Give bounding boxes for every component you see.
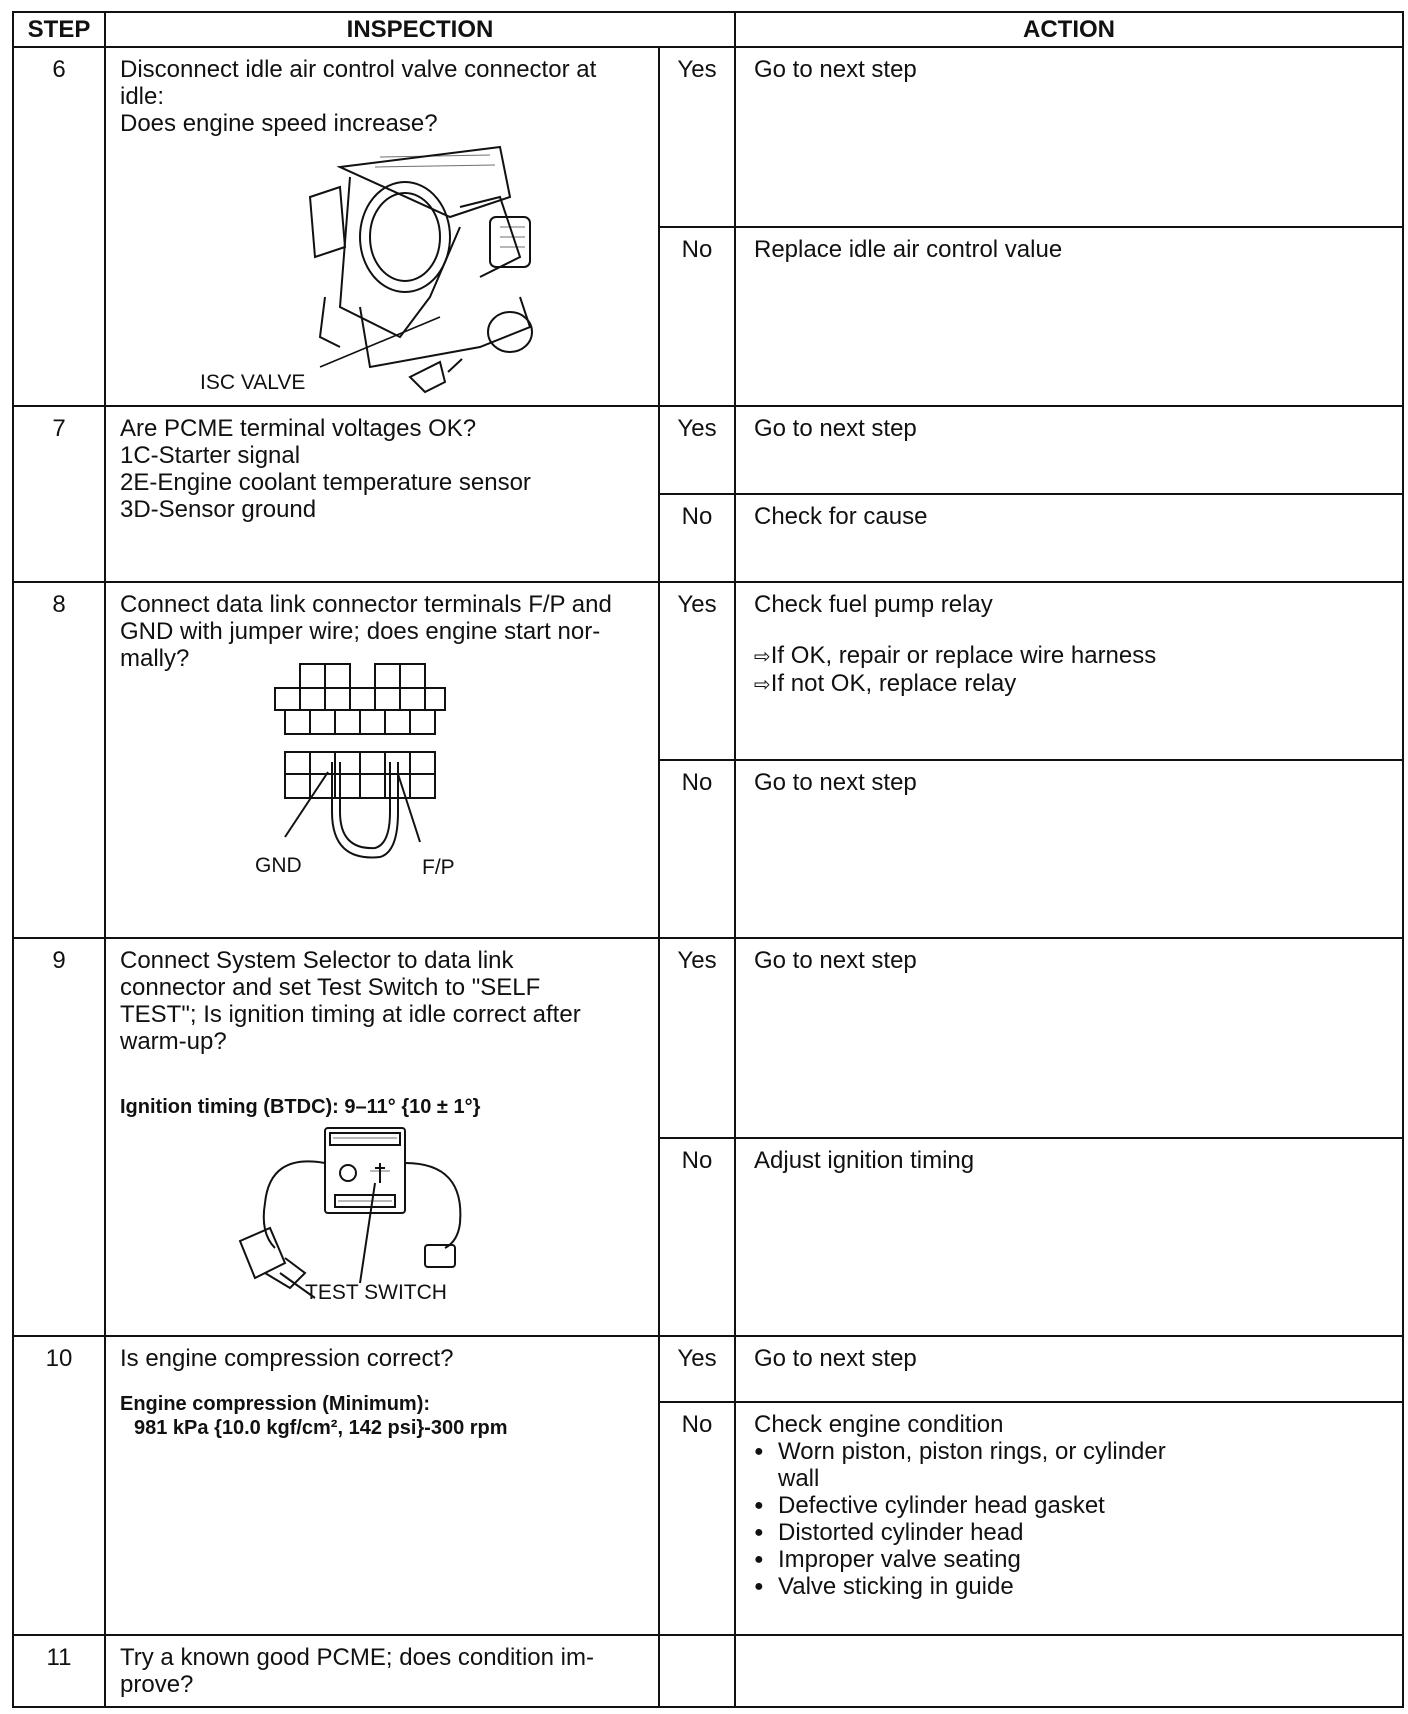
step-10-yes-row <box>13 1336 1403 1402</box>
step-7-yes-action: Go to next step <box>735 406 1403 494</box>
throttle-body-figure <box>120 137 640 397</box>
step-8-no-action: Go to next step <box>735 760 1403 938</box>
step-7-text-line: 2E-Engine coolant temperature sensor <box>120 469 531 496</box>
step-8-yes-sub <box>754 670 1390 698</box>
step-9-no-action: Adjust ignition timing <box>735 1138 1403 1336</box>
step-9-inspection <box>105 938 659 1336</box>
list-item: ● Defective cylinder head gasket <box>754 1492 1174 1519</box>
step-9-yes-row <box>13 938 1403 1138</box>
step-8-yes-sub-text: If OK, repair or replace wire harness <box>770 642 1157 669</box>
diagnostic-page <box>12 11 1402 1708</box>
list-item: ● Worn piston, piston rings, or cylinder wall <box>754 1438 1174 1492</box>
engine-condition-list <box>754 1438 1174 1600</box>
step-8-yes-sub-text: If not OK, replace relay <box>770 670 1017 697</box>
compression-spec-title: Engine compression (Minimum): <box>120 1393 431 1415</box>
step-7-no-action: Check for cause <box>735 494 1403 582</box>
step-11-inspection <box>105 1635 659 1707</box>
list-item: ● Valve sticking in guide <box>754 1573 1174 1600</box>
step-9-yes-action: Go to next step <box>735 938 1403 1138</box>
step-10-no: No <box>659 1402 735 1635</box>
diagnostic-table <box>12 11 1404 1708</box>
step-8-inspection <box>105 582 659 938</box>
step-6-yes: Yes <box>659 47 735 227</box>
step-10-yes: Yes <box>659 1336 735 1402</box>
step-6-yes-row <box>13 47 1403 227</box>
step-8-text-line: GND with jumper wire; does engine start nor- <box>120 618 601 645</box>
step-9-text-line: Connect System Selector to data link <box>120 947 514 974</box>
step-8-yes-row <box>13 582 1403 760</box>
step-6-yes-action: Go to next step <box>735 47 1403 227</box>
step-7-yes-row <box>13 406 1403 494</box>
step-9-number: 9 <box>13 938 105 1336</box>
step-6-inspection <box>105 47 659 406</box>
inspection-header: INSPECTION <box>105 12 735 47</box>
step-10-inspection <box>105 1336 659 1635</box>
step-11-number: 11 <box>13 1635 105 1707</box>
step-8-yes: Yes <box>659 582 735 760</box>
connector-jumper-illustration <box>270 662 490 872</box>
step-10-number: 10 <box>13 1336 105 1635</box>
compression-spec-value: 981 kPa {10.0 kgf/cm², 142 psi}-300 rpm <box>134 1417 508 1439</box>
step-header: STEP <box>13 12 105 47</box>
step-9-text-line: warm-up? <box>120 1028 227 1055</box>
step-11-row <box>13 1635 1403 1707</box>
step-6-no-action: Replace idle air control value <box>735 227 1403 407</box>
step-11-text-line: prove? <box>120 1671 194 1698</box>
step-7-text-line: Are PCME terminal voltages OK? <box>120 415 477 442</box>
action-header: ACTION <box>735 12 1403 47</box>
test-switch-label: TEST SWITCH <box>305 1281 447 1304</box>
fp-label: F/P <box>422 856 455 879</box>
step-8-yes-action: Check fuel pump relay <box>754 591 993 618</box>
step-8-yes-action-cell <box>735 582 1403 760</box>
step-8-text-line: mally? <box>120 645 190 672</box>
step-10-yes-action: Go to next step <box>735 1336 1403 1402</box>
step-7-text-line: 1C-Starter signal <box>120 442 301 469</box>
step-6-number: 6 <box>13 47 105 406</box>
step-7-text-line: 3D-Sensor ground <box>120 496 317 523</box>
step-9-text-line: connector and set Test Switch to "SELF <box>120 974 541 1001</box>
isc-valve-label: ISC VALVE <box>200 371 306 394</box>
step-6-text-line: idle: <box>120 83 165 110</box>
step-8-text-line: Connect data link connector terminals F/P and <box>120 591 612 618</box>
arrow-icon: ⇨ <box>754 672 771 696</box>
step-6-text-line: Does engine speed increase? <box>120 110 438 137</box>
arrow-icon: ⇨ <box>754 644 771 668</box>
step-11-action-empty <box>735 1635 1403 1707</box>
step-8-number: 8 <box>13 582 105 938</box>
list-item: ● Improper valve seating <box>754 1546 1174 1573</box>
system-selector-illustration <box>220 1123 500 1303</box>
step-7-number: 7 <box>13 406 105 582</box>
step-11-text-line: Try a known good PCME; does condition im- <box>120 1644 594 1671</box>
gnd-label: GND <box>255 854 302 877</box>
step-7-no: No <box>659 494 735 582</box>
step-8-yes-sub <box>754 642 1390 670</box>
step-9-text-line: TEST"; Is ignition timing at idle correct after <box>120 1001 581 1028</box>
compression-spec <box>120 1392 646 1440</box>
step-9-yes: Yes <box>659 938 735 1138</box>
data-link-connector-figure <box>120 672 640 892</box>
step-10-no-action: Check engine condition <box>754 1411 1004 1438</box>
step-10-no-action-cell <box>735 1402 1403 1635</box>
step-6-no: No <box>659 227 735 407</box>
step-11-yn-empty <box>659 1635 735 1707</box>
list-item: ● Distorted cylinder head <box>754 1519 1174 1546</box>
throttle-body-illustration <box>200 137 600 397</box>
system-selector-figure <box>120 1119 640 1309</box>
ignition-timing-spec: Ignition timing (BTDC): 9–11° {10 ± 1°} <box>120 1096 481 1118</box>
header-row <box>13 12 1403 47</box>
step-7-inspection <box>105 406 659 582</box>
step-6-text-line: Disconnect idle air control valve connector at <box>120 56 597 83</box>
step-10-text-line: Is engine compression correct? <box>120 1345 454 1372</box>
step-8-no: No <box>659 760 735 938</box>
step-9-no: No <box>659 1138 735 1336</box>
step-7-yes: Yes <box>659 406 735 494</box>
